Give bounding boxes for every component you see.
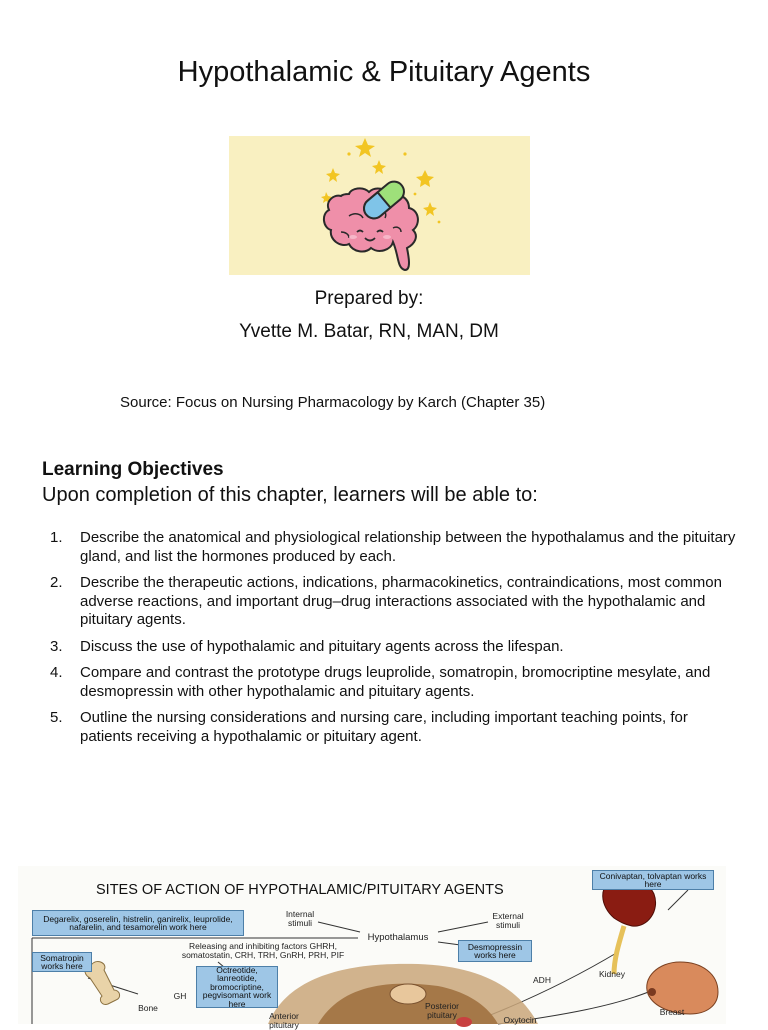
- callout-conivaptan: Conivaptan, tolvaptan works here: [592, 870, 714, 890]
- label-oxytocin: Oxytocin: [503, 1015, 537, 1025]
- label-posterior-pituitary: Posterior pituitary: [424, 1001, 459, 1020]
- prepared-by-label: Prepared by:: [314, 288, 424, 309]
- figure-title: SITES OF ACTION OF HYPOTHALAMIC/PITUITARY AGENTS: [96, 882, 504, 898]
- item-number: 3.: [50, 637, 63, 655]
- item-number: 2.: [50, 574, 63, 591]
- source-citation: Source: Focus on Nursing Pharmacology by Karch (Chapter 35): [120, 394, 546, 411]
- brain-pill-illustration: [229, 136, 530, 275]
- label-releasing-factors: Releasing and inhibiting factors GHRH, somatostatin, CRH, TRH, GnRH, PRH, PIF: [181, 941, 345, 960]
- label-anterior-pituitary: Anterior pituitary: [269, 1011, 299, 1030]
- callout-octreotide: Octreotide, lanreotide, bromocriptine, pegvisomant work here: [196, 966, 278, 1008]
- list-item: [40, 638, 740, 657]
- item-text: Describe the therapeutic actions, indications, pharmacokinetics, contraindications, most common adverse reactions, and important drug–drug interactions associated with the hypothalamic and pituitary agents.: [80, 574, 722, 628]
- label-adh: ADH: [533, 975, 551, 985]
- page-title: Hypothalamic & Pituitary Agents: [177, 56, 591, 88]
- label-bone: Bone: [138, 1003, 158, 1013]
- sites-of-action-figure: [18, 866, 726, 1030]
- objectives-list: [40, 529, 740, 754]
- callout-desmopressin: Desmopressin works here: [458, 940, 532, 962]
- label-hypothalamus: Hypothalamus: [367, 932, 429, 943]
- list-item: [40, 709, 740, 746]
- learning-objectives-heading: Learning Objectives: [42, 459, 224, 480]
- label-internal-stimuli: Internal stimuli: [285, 909, 315, 928]
- label-kidney: Kidney: [599, 969, 625, 979]
- item-text: Describe the anatomical and physiological relationship between the hypothalamus and the pituitary gland, and list the hormones produced by each.: [80, 529, 736, 565]
- callout-degarelix: Degarelix, goserelin, histrelin, ganirelix, leuprolide, nafarelin, and tesamorelin work here: [32, 910, 244, 936]
- list-item: [40, 664, 740, 701]
- author-name: Yvette M. Batar, RN, MAN, DM: [239, 321, 499, 342]
- label-breast: Breast: [659, 1007, 685, 1017]
- item-text: Compare and contrast the prototype drugs leuprolide, somatropin, bromocriptine mesylate, and desmopressin with other hypothalamic and pituitary agents.: [80, 664, 711, 700]
- label-external-stimuli: External stimuli: [492, 911, 524, 930]
- item-text: Outline the nursing considerations and nursing care, including important teaching points, for patients receiving a hypothalamic or pituitary agent.: [80, 709, 688, 745]
- learning-objectives-intro: Upon completion of this chapter, learners will be able to:: [42, 484, 538, 506]
- label-gh: GH: [173, 991, 187, 1001]
- list-item: [40, 574, 740, 630]
- callout-somatropin: Somatropin works here: [32, 952, 92, 972]
- item-number: 4.: [50, 664, 63, 681]
- brain-pill-icon: [229, 136, 530, 275]
- list-item: [40, 529, 740, 566]
- item-text: Discuss the use of hypothalamic and pituitary agents across the lifespan.: [80, 637, 564, 655]
- item-number: 1.: [50, 529, 63, 546]
- item-number: 5.: [50, 709, 63, 726]
